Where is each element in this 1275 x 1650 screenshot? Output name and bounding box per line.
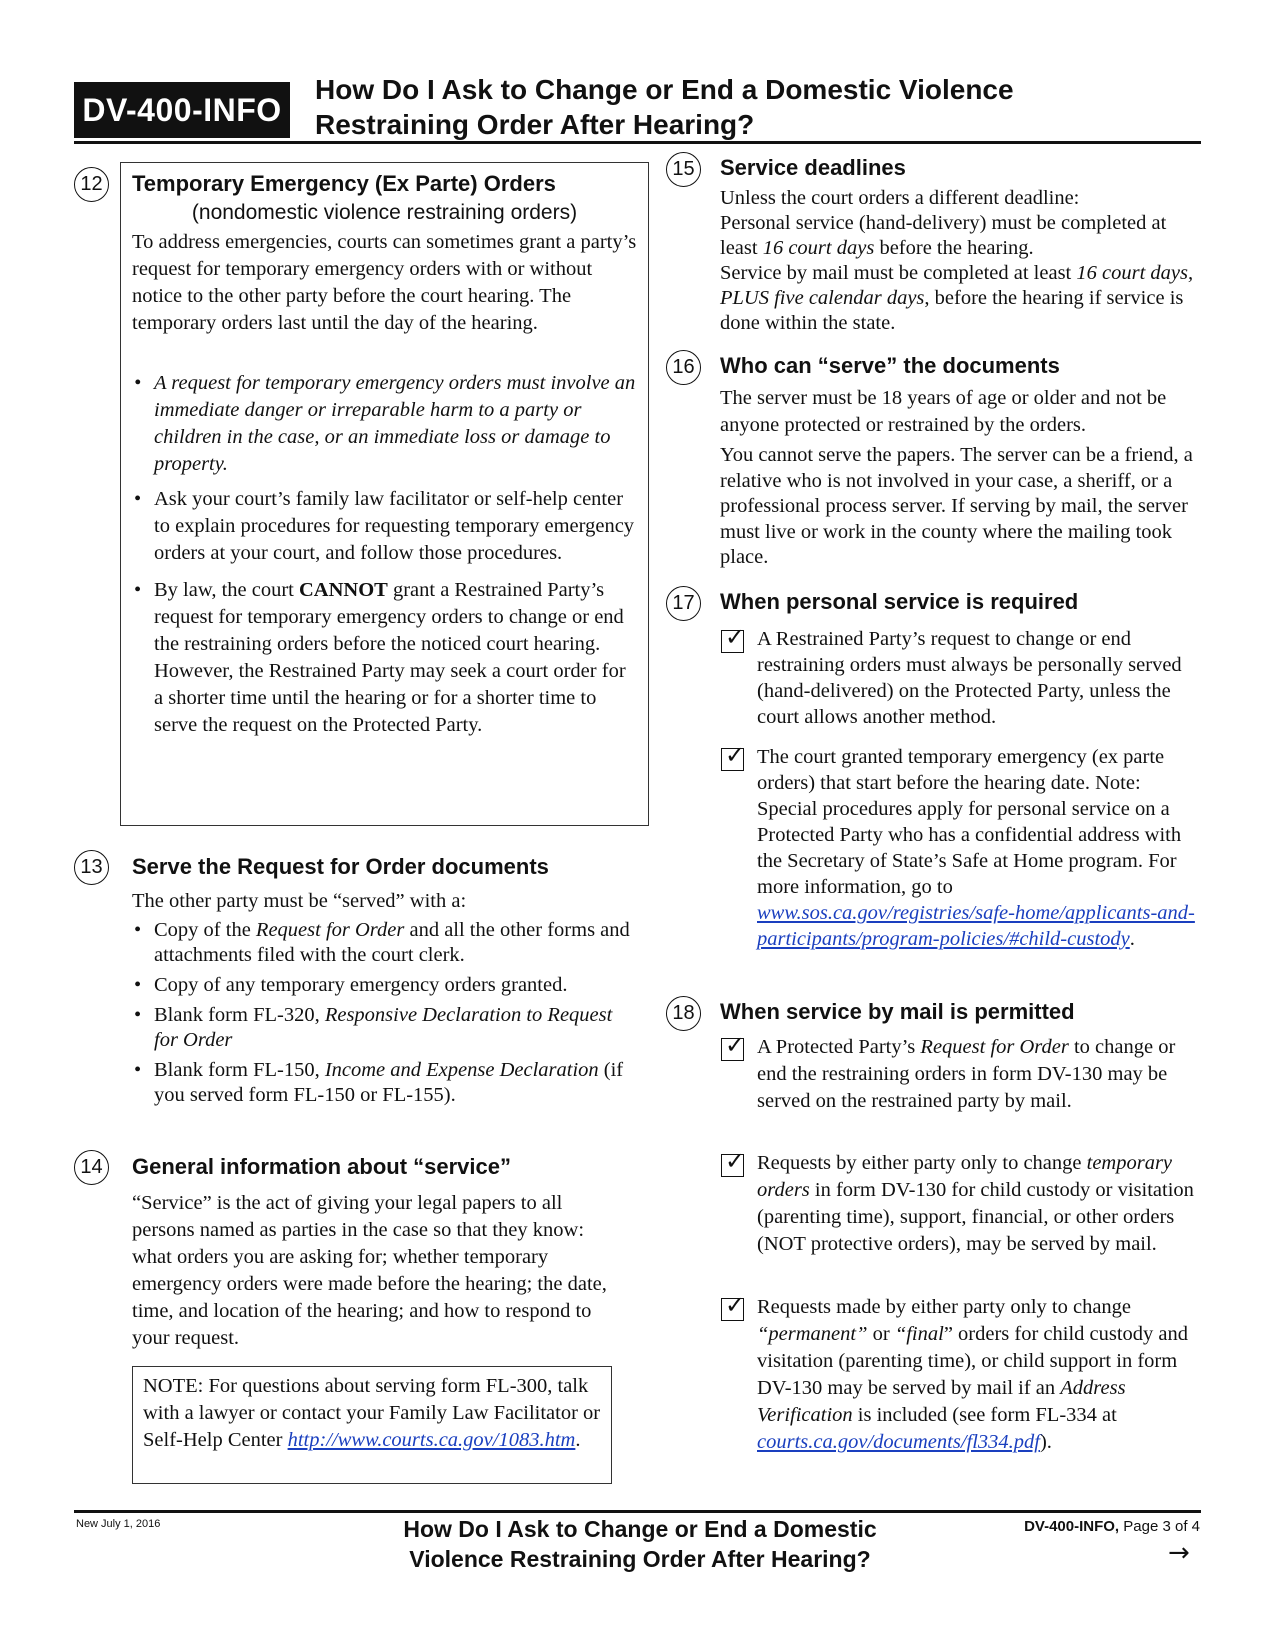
text: , before the hearing if service is done within the state.	[720, 287, 1184, 334]
text-paragraph	[720, 211, 1205, 261]
emphasis-text: temporary orders	[757, 1152, 1173, 1201]
text: .	[575, 1429, 581, 1451]
checkbox-checked[interactable]	[721, 1147, 746, 1177]
text: before the hearing.	[874, 237, 1034, 259]
revision-date: New July 1, 2016	[76, 1518, 161, 1530]
text: ” orders for child custody and visitation (parenting time), or child support in form DV-130 may be served by mail if an	[757, 1323, 1189, 1399]
section-12-bullets	[132, 370, 637, 739]
section-16-title: Who can “serve” the documents	[720, 353, 1060, 378]
form-name: Request for Order	[920, 1036, 1069, 1058]
page-number: Page 3 of 4	[1119, 1518, 1200, 1535]
check-mark-icon: ✓	[725, 1291, 746, 1319]
text: is included (see form FL-334 at	[852, 1404, 1117, 1426]
section-number-18: 18	[666, 996, 701, 1031]
check-mark-icon: ✓	[725, 741, 746, 769]
emphasis-text: CANNOT	[298, 579, 388, 601]
list-item	[721, 1031, 1201, 1115]
courts-help-link[interactable]: http://www.courts.ca.gov/1083.htm	[287, 1429, 576, 1451]
list-item	[721, 623, 1201, 730]
section-12-subtitle: (nondomestic violence restraining orders)	[191, 201, 578, 224]
section-13-title: Serve the Request for Order documents	[132, 854, 549, 879]
text: The court granted temporary emergency (ex parte orders) that start before the hearing date. Note: Special procedures apply for personal service on a Protected Party who has a confidential address with the Secretary of State’s Safe at Home program. For more information, go to	[757, 746, 1182, 898]
footer-form-id: DV-400-INFO,	[1024, 1518, 1120, 1535]
list-item	[132, 577, 637, 739]
list-item	[721, 1147, 1201, 1258]
form-name: Address Verification	[757, 1377, 1126, 1426]
text: in form DV-130 for child custody or visitation (parenting time), support, financial, or other orders (NOT protective orders), may be served by mail.	[757, 1179, 1194, 1255]
section-14-body: “Service” is the act of giving your legal papers to all persons named as parties in the case so that they know: what orders you are asking for; whether temporary emergency orders were made before the hearing; the date, time, and location of the hearing; and how to respond to your request.	[132, 1192, 607, 1349]
list-item: • Ask your court’s family law facilitator or self-help center to explain procedures for requesting temporary emergency orders at your court, and follow those procedures.	[132, 486, 637, 567]
page-title	[315, 72, 1195, 142]
checkbox-label	[757, 744, 1201, 952]
footer-divider	[74, 1510, 1201, 1513]
fl334-form-link[interactable]: courts.ca.gov/documents/fl334.pdf	[757, 1431, 1040, 1453]
footer-title	[380, 1514, 900, 1574]
text: Unless the court orders a different deadline:	[720, 187, 1080, 209]
text: Blank form FL-150,	[154, 1059, 325, 1081]
section-16-p1: The server must be 18 years of age or older and not be anyone protected or restrained by the orders.	[720, 387, 1167, 436]
list-item	[132, 918, 637, 968]
checkbox-label	[757, 1294, 1201, 1456]
list-item	[721, 741, 1201, 952]
arrow-right-icon[interactable]: →	[1168, 1538, 1190, 1568]
section-14-title: General information about “service”	[132, 1154, 511, 1179]
footer-title-line1: How Do I Ask to Change or End a Domestic	[403, 1516, 877, 1542]
text: (if you served form FL-150 or FL-155).	[154, 1059, 624, 1106]
section-number-17: 17	[666, 586, 701, 621]
checkbox-label: A Restrained Party’s request to change or end restraining orders must always be personally served (hand-delivered) on the Protected Party, unless the court allows another method.	[757, 628, 1182, 728]
form-id-badge: DV-400-INFO	[74, 82, 290, 138]
section-number-12: 12	[74, 167, 109, 202]
text: to change or end the restraining orders in form DV-130 may be served on the restrained party by mail.	[757, 1036, 1176, 1112]
text: By law, the court	[154, 579, 299, 601]
page-indicator	[980, 1518, 1200, 1535]
section-12-title: Temporary Emergency (Ex Parte) Orders	[132, 171, 556, 196]
page-title-line1: How Do I Ask to Change or End a Domestic Violence	[315, 74, 1014, 105]
text: or	[867, 1323, 895, 1345]
section-number-15: 15	[666, 152, 701, 187]
checkbox-label	[757, 1150, 1201, 1258]
section-13-bullets	[132, 918, 637, 1108]
sos-safe-home-link[interactable]: www.sos.ca.gov/registries/safe-home/applicants-and-participants/program-policies/#child-custody	[757, 902, 1195, 950]
section-15-body	[720, 186, 1205, 336]
checkbox-label	[757, 1034, 1201, 1115]
checkbox-checked[interactable]	[721, 1291, 746, 1321]
checkbox-checked[interactable]	[721, 741, 746, 771]
text: Copy of the	[154, 919, 256, 941]
list-item	[132, 1003, 637, 1053]
checkbox-checked[interactable]	[721, 1031, 746, 1061]
header-divider	[74, 141, 1201, 144]
list-item	[132, 1058, 637, 1108]
note-box	[132, 1366, 612, 1484]
page-title-line2: Restraining Order After Hearing?	[315, 109, 755, 140]
emphasis-text: “final	[894, 1323, 944, 1345]
text: ).	[1039, 1431, 1052, 1453]
section-18-title: When service by mail is permitted	[720, 999, 1075, 1024]
section-number-14: 14	[74, 1150, 109, 1185]
section-number-16: 16	[666, 350, 701, 385]
text: Service by mail must be completed at least	[720, 262, 1077, 284]
text-paragraph	[720, 261, 1205, 336]
text: Requests made by either party only to change	[757, 1296, 1132, 1318]
text: and all the other forms and attachments filed with the court clerk.	[154, 919, 630, 966]
list-item: • Copy of any temporary emergency orders granted.	[132, 973, 637, 998]
list-item: • A request for temporary emergency orders must involve an immediate danger or irreparable harm to a party or children in the case, or an immediate loss or damage to property.	[132, 370, 637, 478]
emphasis-text: 16 court days, PLUS five calendar days	[720, 262, 1194, 309]
form-name: Responsive Declaration to Request for Order	[154, 1004, 613, 1051]
check-mark-icon: ✓	[725, 623, 746, 651]
check-mark-icon: ✓	[725, 1031, 746, 1059]
section-16-p2: You cannot serve the papers. The server can be a friend, a relative who is not involved in your case, a sheriff, or a professional process server. If serving by mail, the server must live or work in the county where the mailing took place.	[720, 444, 1193, 568]
text: Requests by either party only to change	[757, 1152, 1087, 1174]
section-13-intro: The other party must be “served” with a:	[132, 890, 467, 912]
footer-title-line2: Violence Restraining Order After Hearing?	[409, 1546, 871, 1572]
section-17-title: When personal service is required	[720, 589, 1079, 614]
note-text: NOTE: For questions about serving form FL-300, talk with a lawyer or contact your Family Law Facilitator or Self-Help Center	[143, 1375, 601, 1451]
emphasis-text: “permanent”	[757, 1323, 868, 1345]
section-number-13: 13	[74, 850, 109, 885]
text: Blank form FL-320,	[154, 1004, 325, 1026]
emphasis-text: 16 court days	[762, 237, 875, 259]
text: .	[1129, 928, 1135, 950]
check-mark-icon: ✓	[725, 1147, 746, 1175]
section-12-intro: To address emergencies, courts can sometimes grant a party’s request for temporary emergency orders with or without notice to the other party before the court hearing. The temporary orders last until the day of the hearing.	[132, 231, 637, 334]
form-name: Request for Order	[255, 919, 405, 941]
text: A Protected Party’s	[757, 1036, 921, 1058]
form-name: Income and Expense Declaration	[324, 1059, 599, 1081]
text: grant a Restrained Party’s request for temporary emergency orders to change or end the restraining orders before the noticed court hearing. However, the Restrained Party may seek a court order for a shorter time until the hearing or for a shorter time to serve the request on the Protected Party.	[154, 579, 626, 736]
checkbox-checked[interactable]	[721, 623, 746, 653]
section-15-title: Service deadlines	[720, 155, 906, 180]
text: Personal service (hand-delivery) must be completed at least	[720, 212, 1167, 259]
list-item	[721, 1291, 1201, 1456]
